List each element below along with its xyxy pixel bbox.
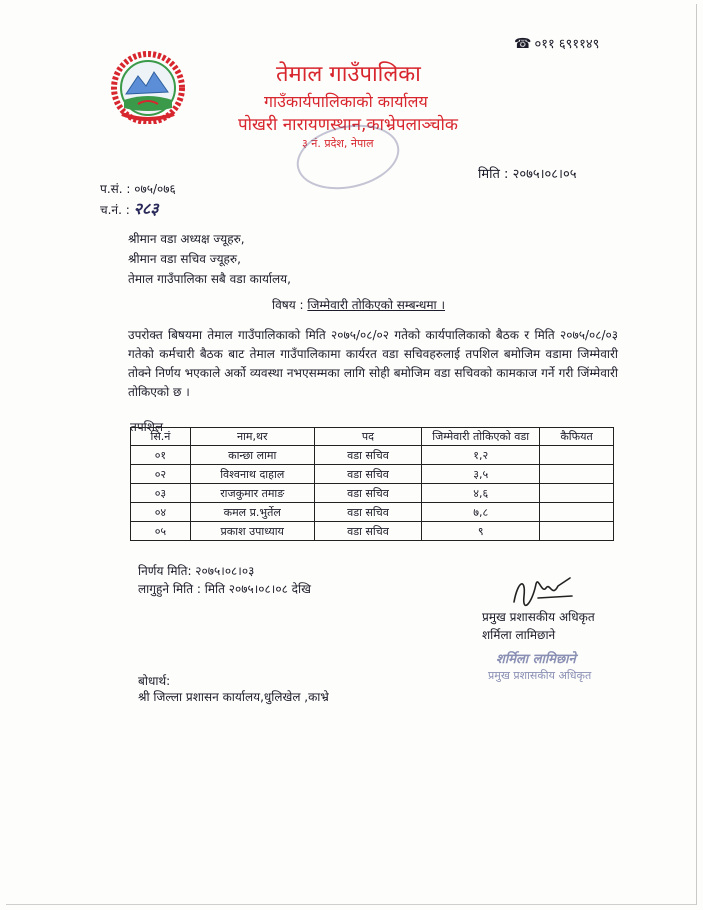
table-row (131, 503, 614, 522)
cell-sn: ०३ (131, 484, 191, 503)
phone-text: ०११ ६९११४९ (534, 37, 600, 52)
table-header-row (131, 428, 614, 446)
subject-line (272, 296, 445, 313)
cell-post: वडा सचिव (314, 484, 422, 503)
cell-remarks (540, 465, 614, 484)
recipient-line-1: श्रीमान वडा अध्यक्ष ज्यूहरु, (128, 232, 245, 246)
recipient-line-2: श्रीमान वडा सचिव ज्यूहरु, (128, 252, 241, 266)
cell-name: प्रकाश उपाध्याय (190, 522, 314, 541)
municipality-title: तेमाल गाउँपालिका (276, 62, 421, 87)
phone-number (514, 34, 599, 52)
cell-remarks (540, 522, 614, 541)
signatory-name: शर्मिला लामिछाने (482, 628, 556, 642)
cc-label: बोधार्थ: (138, 674, 171, 688)
cell-post: वडा सचिव (314, 446, 422, 465)
decision-date: निर्णय मिति: २०७५।०८।०३ (138, 564, 255, 578)
table-row (131, 465, 614, 484)
office-address: पोखरी नारायणस्थान,काभ्रेपलाञ्चोक (238, 115, 458, 135)
telephone-icon: ☎ (514, 36, 532, 52)
cell-ward: ७,८ (422, 503, 540, 522)
header-ward: जिम्मेवारी तोकिएको वडा (422, 428, 540, 446)
letter-date: मिति : २०७५।०८।०५ (478, 167, 577, 182)
cell-name: राजकुमार तमाङ (190, 484, 314, 503)
office-name: गाउँकार्यपालिकाको कार्यालय (264, 92, 428, 111)
cell-sn: ०५ (131, 522, 191, 541)
table-row (131, 484, 614, 503)
cell-post: वडा सचिव (314, 522, 422, 541)
cell-sn: ०२ (131, 465, 191, 484)
cell-name: कान्छा लामा (190, 446, 314, 465)
signatory-role: प्रमुख प्रशासकीय अधिकृत (482, 610, 595, 624)
cc-recipient: श्री जिल्ला प्रशासन कार्यालय,धुलिखेल ,काभ्रे (138, 690, 329, 704)
seal-name: शर्मिला लामिछाने (496, 652, 576, 667)
cell-ward: ४,६ (422, 484, 540, 503)
seal-role: प्रमुख प्रशासकीय अधिकृत (488, 669, 592, 682)
cell-remarks (540, 503, 614, 522)
chalani-value: २८३ (133, 199, 159, 218)
handwritten-signature (508, 574, 578, 610)
subject-label: विषय : (272, 298, 308, 312)
cell-post: वडा सचिव (314, 503, 422, 522)
header-post: पद (314, 428, 422, 446)
body-paragraph: उपरोक्त बिषयमा तेमाल गाउँपालिकाको मिति २०७५/०८/०२ गतेको कार्यपालिकाको बैठक र मिति २०७५/०८/०३ गतेको कर्मचारी बैठक बाट तेमाल गाउँपालिकामा कार्यरत वडा सचिवहरुलाई तपशिल बमोजिम वडामा जिम्मेवारी तोक्ने निर्णय भएकाले अर्को व्यवस्था नभएसम्मका लागि सोही बमोजिम वडा सचिवको कामकाज गर्ने गरी जिंम्मेवारी तोकिएको छ । (128, 328, 618, 399)
header-name: नाम,थर (190, 428, 314, 446)
assignment-table (130, 427, 614, 541)
cell-ward: ३,५ (422, 465, 540, 484)
cell-ward: १,२ (422, 446, 540, 465)
chalani-label: च.नं. : (100, 203, 130, 217)
table-caption: तपशिल (130, 420, 164, 434)
header-remarks: कैफियत (540, 428, 614, 446)
recipient-line-3: तेमाल गाउँपालिका सबै वडा कार्यालय, (128, 272, 291, 286)
cell-sn: ०४ (131, 503, 191, 522)
cell-name: विश्वनाथ दाहाल (190, 465, 314, 484)
cell-name: कमल प्र.भुर्तेल (190, 503, 314, 522)
cell-remarks (540, 446, 614, 465)
table-row (131, 522, 614, 541)
table-row (131, 446, 614, 465)
chalani-number (100, 197, 159, 219)
cell-post: वडा सचिव (314, 465, 422, 484)
cell-sn: ०१ (131, 446, 191, 465)
cell-remarks (540, 484, 614, 503)
subject-text: जिम्मेवारी तोकिएको सम्बन्धमा । (307, 298, 446, 312)
cell-ward: ९ (422, 522, 540, 541)
header-sn: सि.नं (131, 428, 191, 446)
nepal-emblem-icon (108, 48, 188, 124)
effective-date: लागुहुने मिति : मिति २०७५।०८।०८ देखि (138, 582, 311, 596)
patra-sankhya: प.सं. : ०७५/०७६ (100, 182, 176, 196)
province-line: ३ नं. प्रदेश, नेपाल (302, 137, 374, 150)
